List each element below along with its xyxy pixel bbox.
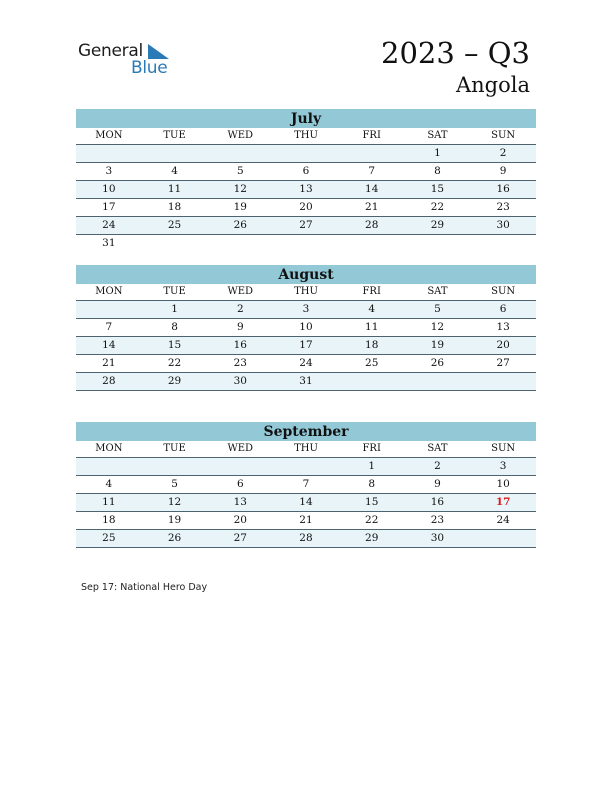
day-cell: 5 bbox=[434, 303, 441, 315]
day-cell: 30 bbox=[233, 375, 247, 387]
day-cell: 19 bbox=[233, 201, 247, 213]
day-cell: 30 bbox=[430, 532, 445, 544]
day-cell: 10 bbox=[102, 183, 116, 195]
day-cell: 24 bbox=[102, 219, 116, 231]
weekday-label: THU bbox=[294, 130, 318, 141]
day-cell: 4 bbox=[368, 303, 376, 315]
day-cell: 8 bbox=[434, 165, 441, 177]
weekday-label: SUN bbox=[491, 130, 516, 141]
day-cell: 8 bbox=[171, 321, 178, 333]
month-calendar-september bbox=[76, 422, 536, 548]
day-cell: 6 bbox=[302, 165, 310, 177]
day-cell: 29 bbox=[167, 375, 182, 387]
day-cell: 16 bbox=[430, 496, 445, 508]
day-cell: 3 bbox=[302, 303, 310, 315]
day-cell-holiday: 17 bbox=[495, 496, 511, 508]
day-cell: 18 bbox=[365, 339, 379, 351]
week-row bbox=[76, 163, 536, 181]
day-cell: 2 bbox=[434, 460, 441, 472]
weekday-header-row bbox=[76, 128, 536, 145]
weekday-label: THU bbox=[294, 443, 318, 454]
weekday-label: MON bbox=[95, 286, 123, 297]
week-row bbox=[76, 476, 536, 494]
day-cell: 6 bbox=[236, 478, 244, 490]
week-row bbox=[76, 458, 536, 476]
day-cell: 15 bbox=[430, 183, 445, 195]
day-cell bbox=[405, 235, 471, 252]
week-row bbox=[76, 181, 536, 199]
day-cell: 18 bbox=[167, 201, 182, 213]
day-cell bbox=[339, 145, 405, 162]
weekday-header-row bbox=[76, 284, 536, 301]
day-cell: 5 bbox=[171, 478, 178, 490]
weekday-label: FRI bbox=[362, 130, 381, 141]
day-cell: 1 bbox=[171, 303, 178, 315]
week-row bbox=[76, 217, 536, 235]
day-cell: 25 bbox=[167, 219, 182, 231]
day-cell: 14 bbox=[102, 339, 116, 351]
week-row bbox=[76, 199, 536, 217]
day-cell: 4 bbox=[105, 478, 113, 490]
day-cell bbox=[76, 458, 142, 475]
day-cell bbox=[142, 235, 208, 252]
day-cell: 21 bbox=[365, 201, 379, 213]
week-row bbox=[76, 319, 536, 337]
day-cell bbox=[207, 235, 273, 252]
day-cell: 14 bbox=[365, 183, 379, 195]
weekday-label: MON bbox=[95, 130, 123, 141]
month-title: August bbox=[76, 265, 536, 284]
day-cell: 24 bbox=[299, 357, 313, 369]
day-cell bbox=[142, 458, 208, 475]
day-cell: 15 bbox=[167, 339, 182, 351]
day-cell: 23 bbox=[496, 201, 510, 213]
day-cell: 23 bbox=[430, 514, 445, 526]
weekday-label: TUE bbox=[163, 286, 186, 297]
weekday-label: SAT bbox=[427, 443, 448, 454]
country-name: Angola bbox=[455, 73, 530, 97]
day-cell: 17 bbox=[299, 339, 313, 351]
day-cell: 12 bbox=[167, 496, 182, 508]
day-cell: 9 bbox=[236, 321, 244, 333]
day-cell: 19 bbox=[167, 514, 182, 526]
day-cell: 28 bbox=[102, 375, 116, 387]
day-cell: 18 bbox=[102, 514, 116, 526]
weekday-label: WED bbox=[227, 286, 254, 297]
month-calendar-august bbox=[76, 265, 536, 391]
day-cell: 31 bbox=[102, 237, 116, 249]
day-cell: 24 bbox=[496, 514, 510, 526]
week-row bbox=[76, 355, 536, 373]
day-cell: 21 bbox=[299, 514, 313, 526]
week-row bbox=[76, 512, 536, 530]
week-row bbox=[76, 494, 536, 512]
month-title: July bbox=[76, 109, 536, 128]
weekday-label: THU bbox=[294, 286, 318, 297]
day-cell: 22 bbox=[430, 201, 445, 213]
day-cell: 15 bbox=[365, 496, 379, 508]
day-cell bbox=[142, 145, 208, 162]
day-cell: 10 bbox=[496, 478, 510, 490]
day-cell: 11 bbox=[102, 496, 116, 508]
day-cell bbox=[76, 301, 142, 318]
day-cell: 27 bbox=[496, 357, 510, 369]
day-cell bbox=[470, 373, 536, 390]
day-cell: 12 bbox=[430, 321, 445, 333]
generalblue-logo bbox=[78, 41, 178, 81]
day-cell bbox=[207, 145, 273, 162]
day-cell bbox=[273, 235, 339, 252]
weekday-label: WED bbox=[227, 443, 254, 454]
page-title: 2023 – Q3 bbox=[381, 36, 530, 70]
day-cell: 7 bbox=[368, 165, 376, 177]
day-cell: 20 bbox=[233, 514, 247, 526]
logo-text-blue: Blue bbox=[131, 58, 168, 78]
weekday-label: FRI bbox=[362, 443, 381, 454]
day-cell: 9 bbox=[434, 478, 441, 490]
day-cell: 7 bbox=[105, 321, 113, 333]
day-cell: 27 bbox=[299, 219, 313, 231]
day-cell: 13 bbox=[496, 321, 510, 333]
day-cell: 26 bbox=[233, 219, 247, 231]
day-cell: 2 bbox=[236, 303, 244, 315]
day-cell: 4 bbox=[171, 165, 178, 177]
week-row bbox=[76, 235, 536, 252]
day-cell: 6 bbox=[499, 303, 507, 315]
day-cell: 20 bbox=[299, 201, 313, 213]
day-cell: 17 bbox=[102, 201, 116, 213]
day-cell: 2 bbox=[499, 147, 507, 159]
day-cell: 29 bbox=[430, 219, 445, 231]
day-cell: 12 bbox=[233, 183, 247, 195]
day-cell: 25 bbox=[365, 357, 379, 369]
day-cell: 20 bbox=[496, 339, 510, 351]
month-title: September bbox=[76, 422, 536, 441]
day-cell: 3 bbox=[105, 165, 113, 177]
day-cell: 8 bbox=[368, 478, 376, 490]
holiday-note: Sep 17: National Hero Day bbox=[81, 582, 208, 593]
day-cell: 3 bbox=[499, 460, 507, 472]
weekday-label: TUE bbox=[163, 130, 186, 141]
weekday-label: FRI bbox=[362, 286, 381, 297]
day-cell bbox=[273, 458, 339, 475]
day-cell bbox=[339, 373, 405, 390]
day-cell: 26 bbox=[167, 532, 182, 544]
day-cell bbox=[339, 235, 405, 252]
day-cell: 11 bbox=[167, 183, 182, 195]
weekday-label: MON bbox=[95, 443, 123, 454]
day-cell: 16 bbox=[496, 183, 510, 195]
weekday-label: SUN bbox=[491, 286, 516, 297]
week-row bbox=[76, 301, 536, 319]
week-row bbox=[76, 145, 536, 163]
day-cell: 22 bbox=[167, 357, 182, 369]
day-cell: 11 bbox=[365, 321, 379, 333]
day-cell: 25 bbox=[102, 532, 116, 544]
week-row bbox=[76, 337, 536, 355]
day-cell bbox=[273, 145, 339, 162]
day-cell bbox=[470, 530, 536, 547]
day-cell: 29 bbox=[365, 532, 379, 544]
day-cell: 28 bbox=[299, 532, 313, 544]
week-row bbox=[76, 373, 536, 391]
day-cell bbox=[405, 373, 471, 390]
day-cell: 1 bbox=[368, 460, 376, 472]
logo-text-general: General bbox=[78, 41, 143, 61]
day-cell bbox=[470, 235, 536, 252]
weekday-label: SUN bbox=[491, 443, 516, 454]
weekday-label: TUE bbox=[163, 443, 186, 454]
day-cell: 19 bbox=[430, 339, 445, 351]
weekday-label: SAT bbox=[427, 286, 448, 297]
day-cell: 27 bbox=[233, 532, 247, 544]
day-cell: 16 bbox=[233, 339, 247, 351]
weekday-label: SAT bbox=[427, 130, 448, 141]
day-cell: 13 bbox=[299, 183, 313, 195]
weekday-header-row bbox=[76, 441, 536, 458]
month-calendar-july bbox=[76, 109, 536, 252]
day-cell: 9 bbox=[499, 165, 507, 177]
day-cell: 30 bbox=[496, 219, 510, 231]
day-cell bbox=[76, 145, 142, 162]
day-cell: 26 bbox=[430, 357, 445, 369]
day-cell: 22 bbox=[365, 514, 379, 526]
day-cell: 31 bbox=[299, 375, 313, 387]
day-cell: 10 bbox=[299, 321, 313, 333]
day-cell: 28 bbox=[365, 219, 379, 231]
day-cell: 23 bbox=[233, 357, 247, 369]
day-cell: 7 bbox=[302, 478, 310, 490]
day-cell: 21 bbox=[102, 357, 116, 369]
day-cell bbox=[207, 458, 273, 475]
week-row bbox=[76, 530, 536, 548]
day-cell: 13 bbox=[233, 496, 247, 508]
day-cell: 14 bbox=[299, 496, 313, 508]
weekday-label: WED bbox=[227, 130, 254, 141]
day-cell: 1 bbox=[434, 147, 441, 159]
day-cell: 5 bbox=[236, 165, 244, 177]
